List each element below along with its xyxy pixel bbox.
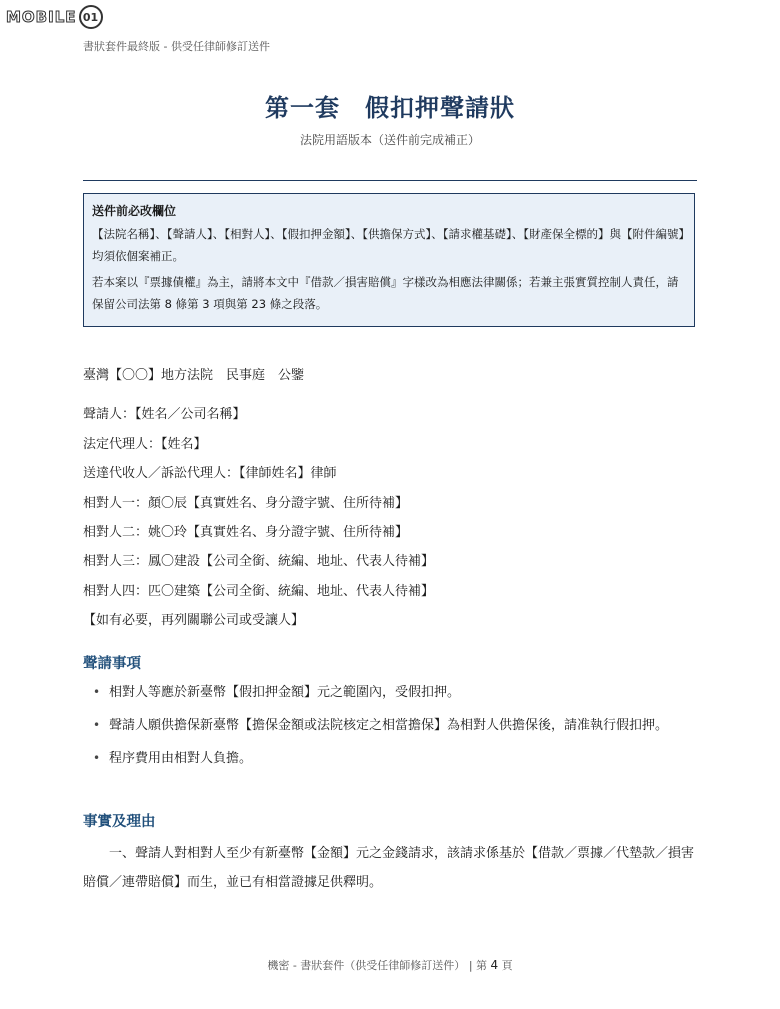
- footer-text: 機密 - 書狀套件（供受任律師修訂送件）: [267, 959, 466, 972]
- section-heading-claims: 聲請事項: [83, 656, 141, 672]
- document-title: 第一套 假扣押聲請狀: [265, 93, 515, 122]
- claim-item: [93, 711, 697, 740]
- party-line: 送達代收人／訴訟代理人：【律師姓名】律師: [83, 466, 337, 481]
- claim-item-text: 相對人等應於新臺幣【假扣押金額】元之範圍內，受假扣押。: [109, 685, 461, 700]
- page-footer: [0, 957, 780, 973]
- pre-filing-notice-box: [83, 193, 695, 327]
- notice-paragraph-2: 若本案以『票據債權』為主，請將本文中『借款／損害賠償』字樣改為相應法律關係；若兼主張實質控制人責任，請保留公司法第 8 條第 3 項與第 23 條之段落。: [92, 275, 679, 311]
- site-logo: [6, 4, 103, 30]
- claim-item: [93, 744, 697, 773]
- footer-page-suffix: 頁: [501, 959, 513, 972]
- bullet-icon: •: [93, 685, 101, 699]
- claim-item-text: 聲請人願供擔保新臺幣【擔保金額或法院核定之相當擔保】為相對人供擔保後，請准執行假扣押。: [109, 718, 669, 733]
- party-line: 聲請人：【姓名／公司名稱】: [83, 407, 246, 422]
- party-line: 相對人二：姚〇玲【真實姓名、身分證字號、住所待補】: [83, 525, 409, 540]
- notice-heading: 送件前必改欄位: [92, 204, 177, 218]
- logo-text: MOBILE: [6, 8, 77, 26]
- party-line: 相對人四：匹〇建築【公司全銜、統編、地址、代表人待補】: [83, 584, 435, 599]
- notice-paragraph-1: 【法院名稱】、【聲請人】、【相對人】、【假扣押金額】、【供擔保方式】、【請求權基礎】、【財產保全標的】與【附件編號】均須依個案補正。: [92, 227, 685, 263]
- court-address-line: 臺灣【〇〇】地方法院 民事庭 公鑒: [83, 368, 305, 383]
- claim-item-text: 程序費用由相對人負擔。: [109, 751, 253, 766]
- claim-item: [93, 678, 697, 707]
- document-subtitle: 法院用語版本（送件前完成補正）: [299, 133, 480, 147]
- title-divider: [83, 180, 697, 181]
- party-line: 【如有必要，再列關聯公司或受讓人】: [83, 613, 305, 628]
- logo-mark-icon: 01: [79, 5, 103, 29]
- running-header: 書狀套件最終版 - 供受任律師修訂送件: [83, 40, 270, 53]
- bullet-icon: •: [93, 718, 101, 732]
- party-line: 相對人一：顏〇辰【真實姓名、身分證字號、住所待補】: [83, 496, 409, 511]
- party-line: 相對人三：鳳〇建設【公司全銜、統編、地址、代表人待補】: [83, 554, 435, 569]
- party-line: 法定代理人：【姓名】: [83, 437, 207, 452]
- page-number: 4: [490, 958, 499, 972]
- section-heading-facts: 事實及理由: [83, 814, 156, 830]
- footer-separator: | 第: [468, 959, 488, 972]
- bullet-icon: •: [93, 751, 101, 765]
- facts-paragraph-1: 一、聲請人對相對人至少有新臺幣【金額】元之金錢請求，該請求係基於【借款／票據／代墊款／損害賠償／連帶賠償】而生，並已有相當證據足供釋明。: [83, 846, 695, 890]
- claims-list: [93, 678, 697, 777]
